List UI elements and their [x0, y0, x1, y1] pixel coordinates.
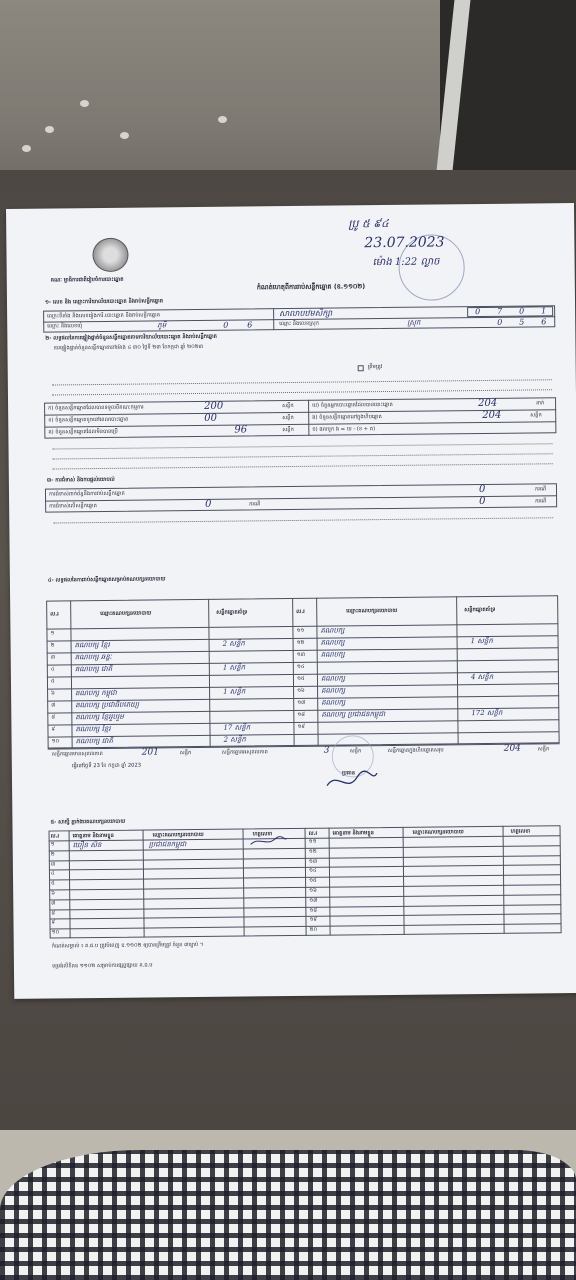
vote-row-no: ១១ — [296, 627, 305, 634]
witness-row-no: ៩ — [51, 919, 56, 926]
valid-total-value: 201 — [141, 747, 159, 758]
vote-row-party: គណបក្ស — [320, 626, 345, 635]
vote-row-votes: 1 សន្លឹក — [222, 663, 246, 672]
district-value: ស្រុក — [407, 318, 421, 327]
ballot-objection-unit: ករណី — [249, 501, 261, 508]
vote-row-no: ១៤ — [296, 663, 305, 670]
section2-intro: ការផ្ទៀងផ្ទាត់ចំនួនសន្លឹកឆ្នោតនៅម៉ោង ៤ ៣០ ថ្ងៃទី ២៣ ខែកក្កដា ឆ្នាំ ២០២៣ — [53, 343, 204, 352]
vote-row-no: ១៩ — [297, 723, 306, 730]
vote-row-party: គណបក្ស ឆន្ទៈ — [74, 652, 112, 662]
section4-title: ៤- លទ្ធផលនៃការរាប់សន្លឹកឆ្នោតសម្រាប់គណបក្សនយោបាយ — [47, 576, 166, 584]
vote-row-no: ៣ — [50, 654, 56, 661]
footer-bottom: ទម្រង់លិខិតឧ ១១០២ សម្រាប់ការផ្សព្វផ្សាយ គ.ជ.ប — [51, 962, 153, 970]
vote-row-party: គណបក្ស ខ្មែរ — [75, 724, 111, 734]
w-col-sign-left: ហត្ថលេខា — [252, 831, 273, 838]
vote-row-party: គណបក្ស ជាតិ — [74, 664, 113, 674]
correct-checkbox[interactable] — [358, 365, 364, 371]
code-digit: 1 — [541, 306, 547, 316]
w-col-party-right: ឈ្មោះគណបក្សនយោបាយ — [412, 829, 464, 836]
commune-label: ឈ្មោះ និងលេខឃុំ — [47, 323, 83, 330]
s2-row-f-label: ច) ផលបូក ង = ឃ - (ខ + គ) — [312, 426, 376, 433]
vote-row-no: ១ — [50, 630, 55, 637]
s2-row-b-label: ខ) ចំនួនសន្លឹកឆ្នោតខូចនៅពេលបោះឆ្នោត — [48, 416, 129, 424]
s2-row-c-label: គ) ចំនួនសន្លឹកឆ្នោតដែលមិនបានប្រើ — [48, 428, 118, 436]
vote-row-no: ១៧ — [297, 699, 306, 706]
chairman-label: ប្រធាន — [341, 770, 356, 777]
vote-row-party: គណបក្ស ប្រជាជនកម្ពុជា — [321, 710, 386, 719]
box-total-unit: សន្លឹក — [537, 746, 550, 753]
pebble — [120, 132, 129, 139]
location-value: សាលាបឋមសិក្សា — [279, 308, 333, 319]
box-total-label: សន្លឹកឆ្នោតក្នុងហិបឆ្នោតសរុប — [387, 747, 444, 755]
annotation-date: 23.07.2023 — [364, 234, 445, 252]
commune-digit: 0 — [223, 320, 229, 330]
objection-label: ការជំទាស់ពាក់ព័ន្ធនឹងការរាប់សន្លឹកឆ្នោត — [48, 490, 125, 498]
box-total-value: 204 — [503, 743, 521, 754]
emblem-logo — [92, 238, 128, 272]
col-no-right: ល.រ — [296, 608, 305, 615]
vote-row-party: គណបក្ស — [321, 686, 346, 695]
witness-row-no: ១៤ — [308, 868, 317, 875]
witness-signature — [249, 836, 289, 846]
witness-row-no: ១៣ — [308, 858, 318, 865]
vote-row-no: ២ — [50, 642, 55, 649]
s2-row-c-unit: សន្លឹក — [282, 426, 294, 434]
section2-title: ២- លទ្ធផលនៃការផ្ទៀងផ្ទាត់ចំនួនសន្លឹកឆ្នោតតាមការិយាល័យបោះឆ្នោត និងរាប់សន្លឹកឆ្នោត — [45, 333, 217, 342]
w-col-name-right: គោត្តនាម និងនាមខ្លួន — [332, 830, 374, 837]
col-no-left: ល.រ — [50, 611, 59, 618]
vote-row-no: ៩ — [51, 726, 56, 733]
vote-row-votes: 1 សន្លឹក — [470, 636, 493, 646]
vote-row-party: គណបក្ស ជាតិ — [75, 736, 113, 746]
commune-digit: 6 — [247, 320, 253, 330]
district-label: ឈ្មោះ និងលេខស្រុក — [279, 320, 320, 328]
vote-row-votes: 17 សន្លឹក — [223, 723, 251, 732]
ballot-objection-unit-b: ករណី — [535, 498, 547, 505]
vote-row-party: គណបក្ស — [320, 674, 345, 683]
commune-value: ភូមិ — [157, 321, 167, 330]
pebble — [80, 100, 89, 107]
checkered-shirt — [0, 1150, 576, 1280]
pebble — [218, 116, 227, 123]
witness-row-no: ១៨ — [309, 907, 318, 914]
s2-row-d-label: ឃ) ចំនួនអ្នកបោះឆ្នោតដែលបានបោះឆ្នោត — [312, 401, 393, 409]
section3-title: ៣- ការជំទាស់ និងការផ្តល់យោបល់ — [46, 476, 115, 484]
witness-row-no: ១៥ — [309, 877, 317, 885]
witness-row-no: ៣ — [50, 861, 56, 868]
col-votes-left: សន្លឹកឆ្នោតគាំទ្រ — [216, 609, 248, 616]
col-party-right: ឈ្មោះគណបក្សនយោបាយ — [346, 607, 398, 615]
code-digit: 0 — [475, 307, 481, 317]
invalid-label: សន្លឹកឆ្នោតអសុពលភាព — [221, 749, 268, 756]
witness-row-no: ១១ — [308, 838, 317, 845]
chairman-signature — [322, 765, 382, 796]
s2-row-d-value: 204 — [478, 397, 498, 410]
vote-row-party: គណបក្ស — [321, 698, 346, 707]
objection-value: 0 — [478, 483, 486, 496]
s2-row-b-unit: សន្លឹក — [282, 414, 294, 422]
s2-row-b-value: 00 — [204, 412, 218, 424]
vote-row-party: គណបក្ស កម្ពុជា — [75, 688, 117, 698]
witness-row-no: ៧ — [51, 900, 56, 907]
vote-row-party: គណបក្ស — [320, 638, 345, 647]
footer-note: កំណត់សម្គាល់ ៖ គ.ជ.ប ត្រូវបំពេញ ឧ.១១០២ ឲ្យបានត្រឹមត្រូវ ចំនួន ៣ច្បាប់ ។ — [51, 941, 204, 950]
invalid-unit: សន្លឹក — [349, 748, 362, 755]
valid-total-label: សន្លឹកឆ្នោតមានសុពលភាព — [51, 750, 103, 758]
vote-row-no: ១៥ — [296, 675, 305, 682]
s2-row-e-unit: សន្លឹក — [530, 412, 542, 419]
org-name: គណៈ ម្មាធិការជាតិរៀបចំការបោះឆ្នោត — [50, 276, 124, 284]
vote-row-votes: 2 សន្លឹក — [222, 639, 245, 648]
witness-row-no: ១៧ — [309, 897, 318, 904]
form-title: កំណត់ហេតុពីការរាប់សន្លឹកឆ្នោត (ឧ.១១០២) — [256, 282, 366, 292]
vote-row-no: ១២ — [296, 639, 305, 646]
district-digit: 6 — [541, 317, 547, 327]
witness-row-no: ១២ — [308, 848, 317, 855]
witness-row-no: ៤ — [50, 870, 55, 877]
invalid-value: 3 — [323, 745, 330, 756]
s2-row-a-value: 200 — [204, 400, 224, 412]
section1-title: ១- លេខ និង ឈ្មោះការិយាល័យបោះឆ្នោត និងរាប់សន្លឹកឆ្នោត — [44, 298, 164, 306]
s2-row-a-unit: សន្លឹក — [282, 402, 294, 410]
location-label: ឈ្មោះទីតាំង និងលេខរៀងការិ.បោះឆ្នោត និងរាប់សន្លឹកឆ្នោត — [47, 312, 161, 320]
witness-row-no: ១០ — [51, 929, 60, 936]
code-digit: 0 — [519, 306, 525, 316]
section5-title: ៥- សាក្សី ភ្នាក់ងារគណបក្សនយោបាយ — [50, 818, 126, 826]
w-col-no-left: ល.រ — [50, 833, 60, 840]
witness-first-name: ឃឿន ស៊ន — [72, 841, 102, 850]
w-col-name-left: គោត្តនាម និងនាមខ្លួន — [72, 832, 114, 840]
code-digit: 7 — [497, 306, 503, 316]
date-line: ធ្វើនៅថ្ងៃទី 23 ខែ កក្កដា ឆ្នាំ 2023 — [71, 762, 142, 770]
witness-row-no: ១ — [50, 841, 55, 848]
pebble — [45, 126, 54, 133]
vote-row-no: ៧ — [51, 702, 56, 709]
vote-row-party: គណបក្ស — [320, 650, 345, 659]
w-col-party-left: ឈ្មោះគណបក្សនយោបាយ — [152, 831, 204, 839]
s2-row-c-value: 96 — [234, 424, 248, 436]
objection-unit: ករណី — [534, 486, 547, 493]
s2-row-e-value: 204 — [482, 409, 502, 421]
vote-row-votes: 1 សន្លឹក — [223, 687, 246, 696]
vote-row-no: ១០ — [51, 738, 60, 745]
vote-row-no: ៨ — [51, 714, 56, 721]
witness-row-no: ២ — [50, 851, 55, 858]
vote-row-no: ៦ — [51, 690, 55, 697]
vote-row-party: គណបក្ស ខ្មែររួបរួម — [75, 712, 124, 722]
valid-total-unit: សន្លឹក — [179, 750, 192, 757]
ballot-objection-label: ការជំទាស់លើសន្លឹកឆ្នោត — [49, 503, 97, 510]
vote-row-no: ១៣ — [296, 651, 306, 658]
vote-row-no: ១៨ — [297, 711, 305, 718]
ballot-count-form — [6, 203, 576, 999]
vote-row-no: ១៦ — [297, 687, 305, 694]
witness-row-no: ៨ — [51, 910, 56, 917]
s2-row-e-label: ង) ចំនួនសន្លឹកឆ្នោតនៅក្នុងហិបឆ្នោត — [312, 414, 382, 421]
w-col-no-right: ល.រ — [308, 830, 318, 837]
witness-row-no: ១៩ — [309, 917, 318, 924]
vote-row-party: គណបក្ស ខ្មែរ — [74, 640, 110, 650]
ballot-objection-value-b: 0 — [479, 495, 486, 508]
vote-row-votes: 4 សន្លឹក — [470, 672, 494, 682]
w-col-sign-right: ហត្ថលេខា — [510, 828, 531, 835]
vote-row-no: ៥ — [50, 678, 55, 685]
witness-row-no: ៦ — [51, 890, 55, 897]
witness-row-no: ១៦ — [309, 887, 317, 894]
correct-label: ត្រឹមត្រូវ — [367, 364, 383, 371]
vote-row-no: ៤ — [50, 666, 55, 673]
district-digit: 0 — [497, 317, 503, 327]
col-votes-right: សន្លឹកឆ្នោតគាំទ្រ — [464, 606, 496, 614]
annotation-time: ម៉ោង 1:22 ល្ងាច — [372, 256, 440, 269]
district-digit: 5 — [519, 317, 525, 327]
annotation-line1: ប្រូ ៥ ៩៤ — [348, 216, 389, 231]
witness-first-party: ប្រជាជនកម្ពុជា — [148, 840, 187, 849]
witness-row-no: ៥ — [51, 880, 55, 887]
s2-row-d-unit: នាក់ — [536, 400, 545, 407]
witness-row-no: ២០ — [309, 926, 318, 934]
vote-row-votes: 2 សន្លឹក — [223, 735, 246, 744]
s2-row-a-label: ក) ចំនួនសន្លឹកឆ្នោតដែលបានទទួលពីគណៈកម្មការ — [48, 404, 144, 412]
ballot-objection-value: 0 — [205, 498, 212, 510]
col-party-left: ឈ្មោះគណបក្សនយោបាយ — [100, 610, 152, 618]
vote-row-votes: 172 សន្លឹក — [471, 708, 503, 718]
vote-row-party: គណបក្ស ប្រជាធិបតេយ្យ — [75, 700, 139, 710]
pebble — [22, 145, 31, 152]
